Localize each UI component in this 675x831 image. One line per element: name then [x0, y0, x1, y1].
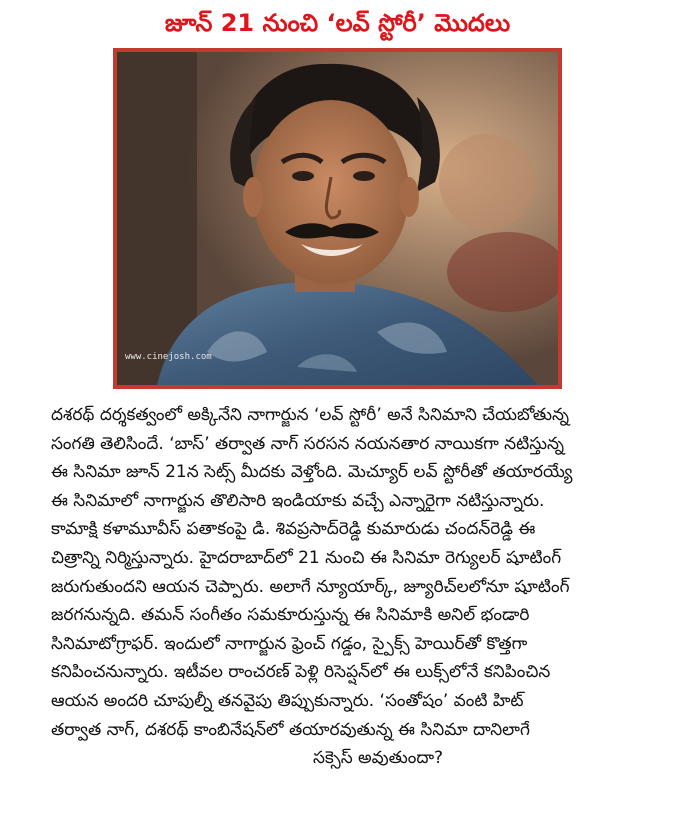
- article-line: ఈ సినిమాలో నాగార్జున తొలిసారి ఇండియాకు వచ్చే ఎన్నారైగా నటిస్తున్నారు.: [51, 490, 545, 511]
- article-line: సంగతి తెలిసిందే. ‘బాస్’ తర్వాత నాగ్ సరసన నయనతార నాయికగా నటిస్తున్న: [51, 433, 565, 454]
- article-line: జరుగుతుందని ఆయన చెప్పారు. అలాగే న్యూయార్క్, జ్యూరిచ్‌లలోనూ షూటింగ్: [51, 576, 570, 597]
- article-line: కనిపించనున్నారు. ఇటీవల రాంచరణ్ పెళ్లి రిసెప్షన్‌లో ఈ లుక్స్‌లోనే కనిపించిన: [51, 662, 551, 683]
- article-line: చిత్రాన్ని నిర్మిస్తున్నారు. హైదరాబాద్‌లో 21 నుంచి ఈ సినిమా రెగ్యులర్ షూటింగ్: [51, 547, 562, 568]
- photo-watermark: www.cinejosh.com: [125, 352, 212, 362]
- article-body: [51, 401, 651, 773]
- article-line: సక్సెస్ అవుతుందా?: [313, 748, 444, 769]
- actor-photo: [117, 52, 558, 385]
- article-line: సినిమాటోగ్రాఫర్. ఇందులో నాగార్జున ఫ్రెంచ్ గడ్డం, స్పైక్స్ హెయిర్‌తో కొత్తగా: [51, 633, 528, 654]
- article-line: ఆయన అందరి చూపుల్నీ తనవైపు తిప్పుకున్నారు. ‘సంతోషం’ వంటి హిట్: [51, 690, 524, 711]
- article-line: కామాక్షి కళామూవీస్ పతాకంపై డి. శివప్రసాద్‌రెడ్డి కుమారుడు చందన్‌రెడ్డి ఈ: [51, 519, 536, 540]
- article-headline: జూన్ 21 నుంచి ‘లవ్ స్టోరీ’ మొదలు: [164, 9, 511, 37]
- actor-portrait-illustration: [117, 52, 558, 385]
- photo-frame: [113, 48, 562, 389]
- article-line: ఈ సినిమా జూన్ 21న సెట్స్ మీదకు వెళ్తోంది. మెచ్యూర్ లవ్ స్టోరీతో తయారయ్యే: [51, 462, 573, 483]
- article-line: జరగనున్నది. తమన్ సంగీతం సమకూరుస్తున్న ఈ సినిమాకి అనిల్ భండారి: [51, 605, 530, 626]
- article-line: దశరథ్ దర్శకత్వంలో అక్కినేని నాగార్జున ‘లవ్ స్టోరీ’ అనే సినిమాని చేయబోతున్న: [51, 405, 570, 425]
- article-line: తర్వాత నాగ్, దశరథ్ కాంబినేషన్‌లో తయారవుతున్న ఈ సినిమా దానిలాగే: [51, 719, 530, 740]
